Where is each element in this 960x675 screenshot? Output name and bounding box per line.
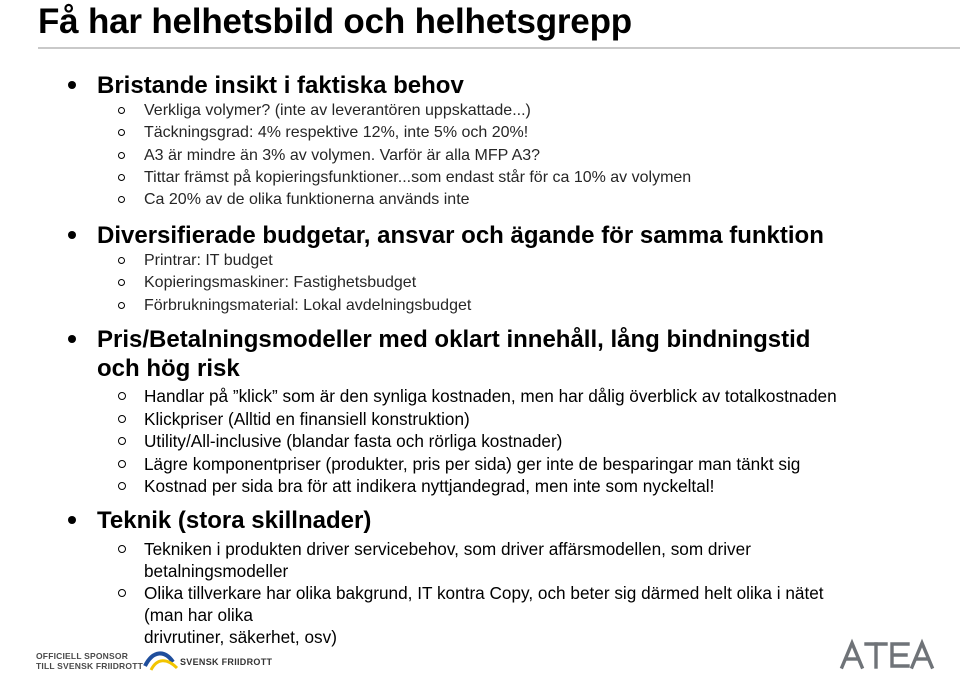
list-item-text: Kostnad per sida bra för att indikera nyttjandegrad, men inte som nyckeltal! [144, 476, 715, 497]
sponsor-caption [36, 651, 143, 671]
section-budgets [0, 221, 960, 317]
list-item [0, 475, 960, 498]
bullet-dot-icon [68, 231, 76, 239]
list-item-text: Tittar främst på kopieringsfunktioner...som endast står för ca 10% av volymen [144, 168, 692, 186]
list-item-text: Olika tillverkare har olika bakgrund, IT kontra Copy, och beter sig därmed helt olika i nätet [144, 583, 824, 603]
list-item [0, 295, 960, 317]
list-item-continued: betalningsmodeller [144, 561, 289, 581]
bullet-dot-icon [68, 516, 76, 524]
list-item [0, 167, 960, 189]
bullet-circle-icon [118, 279, 125, 286]
list-item [0, 385, 960, 408]
slide-title: Få har helhetsbild och helhetsgrepp [38, 2, 632, 41]
list-item [0, 408, 960, 431]
section-technology [0, 506, 960, 648]
list-item [0, 430, 960, 453]
bullet-circle-icon [118, 545, 126, 553]
sponsor-caption-line: OFFICIELL SPONSOR [36, 651, 129, 661]
list-item-text: Lägre komponentpriser (produkter, pris per sida) ger inte de besparingar man tänkt sig [144, 453, 801, 474]
logo-letter-a-icon [842, 643, 862, 667]
bullet-circle-icon [118, 129, 125, 136]
bullet-circle-icon [118, 302, 125, 309]
company-logo [838, 638, 940, 670]
list-item-text: Printrar: IT budget [144, 252, 273, 269]
logo-letter-e-icon [892, 644, 908, 666]
bullet-circle-icon [118, 196, 125, 203]
section-heading-text: och hög risk [97, 355, 240, 382]
list-item-text: Täckningsgrad: 4% respektive 12%, inte 5% och 20%! [144, 124, 529, 142]
federation-swoosh-icon [145, 653, 177, 670]
sponsor-caption-line: TILL SVENSK FRIIDROTT [36, 661, 143, 671]
logo-letter-a-icon [912, 643, 932, 667]
list-item-text: A3 är mindre än 3% av volymen. Varför är alla MFP A3? [144, 146, 541, 164]
list-item [0, 538, 960, 560]
section-heading [0, 221, 960, 250]
list-item-continued: (man har olika [144, 605, 253, 625]
list-item-text: Kopieringsmaskiner: Fastighetsbudget [144, 274, 417, 292]
list-item [0, 582, 960, 604]
bullet-dot-icon [68, 81, 76, 89]
section-heading-text: Teknik (stora skillnader) [97, 507, 372, 534]
section-heading-text: Pris/Betalningsmodeller med oklart innehåll, lång bindningstid [97, 326, 811, 353]
list-item-text: Tekniken i produkten driver servicebehov, som driver affärsmodellen, som driver [144, 539, 751, 559]
list-item [0, 100, 960, 122]
list-item [0, 453, 960, 476]
bullet-circle-icon [118, 437, 126, 445]
bullet-circle-icon [118, 415, 126, 423]
bullet-circle-icon [118, 482, 126, 490]
section-heading-text: Bristande insikt i faktiska behov [97, 72, 464, 99]
list-item-text: Verkliga volymer? (inte av leverantören uppskattade...) [144, 102, 531, 119]
bullet-dot-icon [68, 335, 76, 343]
bullet-circle-icon [118, 392, 126, 400]
list-item-text: Utility/All-inclusive (blandar fasta och rörliga kostnader) [144, 431, 563, 452]
bullet-circle-icon [118, 152, 125, 159]
list-item [0, 189, 960, 211]
federation-name: SVENSK FRIIDROTT [180, 657, 273, 667]
list-item-text: Klickpriser (Alltid en finansiell konstruktion) [144, 408, 470, 429]
section-heading [0, 325, 960, 354]
section-heading-continued [0, 354, 960, 383]
list-item [0, 250, 960, 272]
section-pricing [0, 325, 960, 498]
list-item-text: Ca 20% av de olika funktionerna används inte [144, 191, 470, 209]
bullet-circle-icon [118, 174, 125, 181]
list-item-text: Handlar på ”klick” som är den synliga kostnaden, men har dålig överblick av totalkostnaden [144, 386, 837, 406]
bullet-circle-icon [118, 589, 126, 597]
section-heading [0, 71, 960, 100]
section-heading-text: Diversifierade budgetar, ansvar och ägande för samma funktion [97, 222, 824, 249]
section-insight [0, 71, 960, 211]
bullet-circle-icon [118, 107, 125, 114]
list-item [0, 122, 960, 144]
list-item-text: Förbrukningsmaterial: Lokal avdelningsbudget [144, 296, 472, 314]
section-heading [0, 506, 960, 535]
list-item-continued: drivrutiner, säkerhet, osv) [144, 627, 337, 647]
bullet-circle-icon [118, 257, 125, 264]
list-item [0, 145, 960, 167]
list-item [0, 272, 960, 294]
bullet-circle-icon [118, 460, 126, 468]
